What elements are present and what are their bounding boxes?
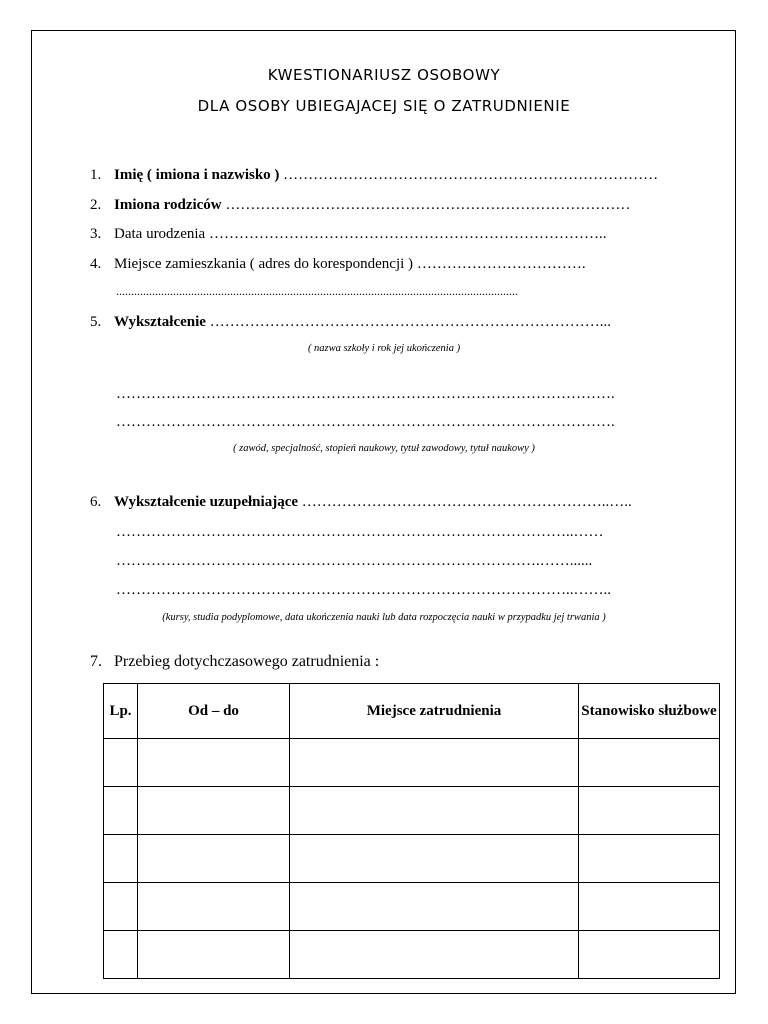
fill-line: …………………………….	[416, 256, 586, 272]
field-number: 3.	[90, 226, 102, 242]
table-header-row	[104, 684, 720, 739]
field-address[interactable]	[90, 256, 722, 273]
field-birth-date[interactable]	[90, 226, 722, 243]
table-cell[interactable]	[104, 883, 138, 931]
field-number: 6.	[90, 494, 102, 510]
table-cell[interactable]	[579, 739, 720, 787]
field-label: Wykształcenie uzupełniające	[114, 494, 299, 510]
field-number: 2.	[90, 197, 102, 213]
field-label: Imię ( imiona i nazwisko )	[114, 167, 280, 183]
table-cell[interactable]	[579, 835, 720, 883]
table-row	[104, 931, 720, 979]
fill-line: ……………………………………………………………………..	[208, 226, 607, 242]
table-row	[104, 883, 720, 931]
fill-line: ……………………………………………………………………...	[209, 314, 611, 330]
field-number: 1.	[90, 167, 102, 183]
address-continuation-line[interactable]: ......................................................................................................................................	[116, 284, 518, 298]
table-cell[interactable]	[104, 787, 138, 835]
fill-line: …………………………………………………………………	[283, 167, 659, 183]
table-row	[104, 739, 720, 787]
table-row	[104, 835, 720, 883]
header-period: Od – do	[138, 684, 290, 739]
field-education[interactable]	[90, 314, 722, 331]
form-title-line-1: KWESTIONARIUSZ OSOBOWY	[267, 66, 501, 84]
header-workplace: Miejsce zatrudnienia	[290, 684, 579, 739]
education-hint-school: ( nazwa szkoły i rok jej ukończenia )	[307, 343, 461, 354]
table-cell[interactable]	[104, 739, 138, 787]
field-parents-names[interactable]	[90, 197, 722, 214]
education-line-b[interactable]: ……………………………………………………………………………………….	[116, 414, 615, 430]
table-cell[interactable]	[290, 883, 579, 931]
table-cell[interactable]	[138, 787, 290, 835]
table-cell[interactable]	[138, 931, 290, 979]
fill-line: ………………………………………………………………………	[225, 197, 631, 213]
additional-education-line-b[interactable]: ………………………………………………………………………….……......	[116, 553, 593, 569]
table-cell[interactable]	[290, 931, 579, 979]
field-label: Przebieg dotychczasowego zatrudnienia :	[114, 653, 380, 670]
table-cell[interactable]	[290, 835, 579, 883]
form-title-line-2: DLA OSOBY UBIEGAJACEJ SIĘ O ZATRUDNIENIE	[197, 97, 571, 115]
table-cell[interactable]	[579, 931, 720, 979]
table-cell[interactable]	[138, 835, 290, 883]
table-cell[interactable]	[138, 739, 290, 787]
field-label: Data urodzenia	[114, 226, 206, 242]
header-position: Stanowisko służbowe	[579, 684, 720, 739]
field-number: 5.	[90, 314, 102, 330]
table-cell[interactable]	[290, 739, 579, 787]
field-full-name[interactable]	[90, 167, 722, 184]
table-cell[interactable]	[104, 835, 138, 883]
employment-table	[103, 683, 720, 979]
additional-education-line-a[interactable]: ………………………………………………………………………………..……	[116, 524, 604, 540]
additional-education-line-c[interactable]: ………………………………………………………………………………..……..	[116, 582, 611, 598]
header-lp: Lp.	[104, 684, 138, 739]
field-number: 7.	[90, 653, 102, 670]
table-cell[interactable]	[290, 787, 579, 835]
table-cell[interactable]	[138, 883, 290, 931]
additional-education-hint: (kursy, studia podyplomowe, data ukończenia nauki lub data rozpoczęcia nauki w przypadku jej trwania )	[162, 612, 606, 623]
education-hint-profession: ( zawód, specjalność, stopień naukowy, tytuł zawodowy, tytuł naukowy )	[233, 443, 535, 454]
field-label: Wykształcenie	[114, 314, 206, 330]
field-additional-education[interactable]	[90, 494, 722, 511]
education-line-a[interactable]: ……………………………………………………………………………………….	[116, 386, 615, 402]
field-label: Miejsce zamieszkania ( adres do korespondencji )	[114, 256, 414, 272]
fill-line: ……………………………………………………..…..	[301, 494, 632, 510]
table-cell[interactable]	[104, 931, 138, 979]
field-label: Imiona rodziców	[114, 197, 222, 213]
field-number: 4.	[90, 256, 102, 272]
table-row	[104, 787, 720, 835]
section-employment-history	[90, 653, 379, 671]
table-cell[interactable]	[579, 787, 720, 835]
table-cell[interactable]	[579, 883, 720, 931]
